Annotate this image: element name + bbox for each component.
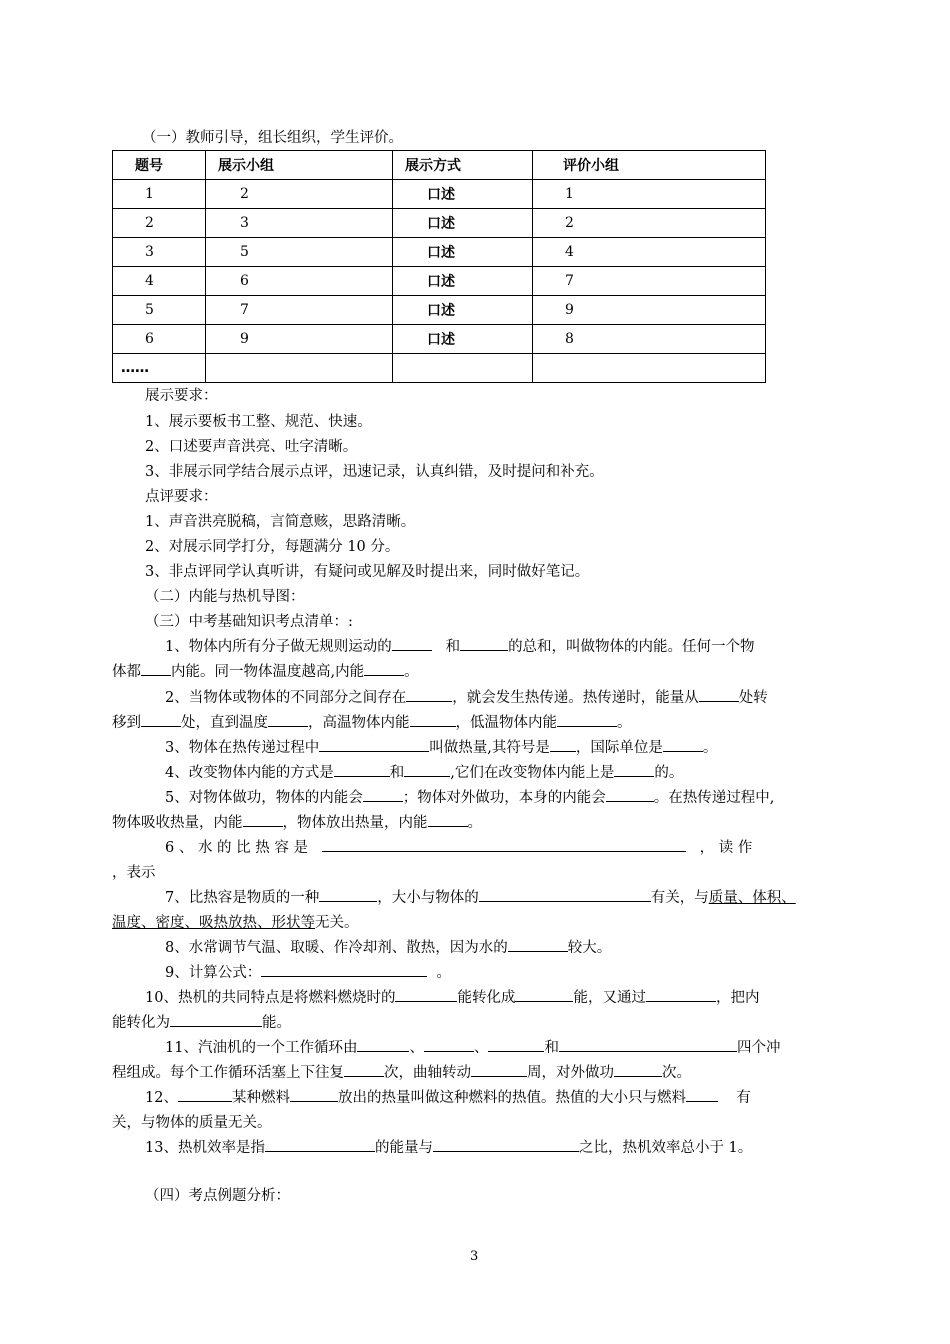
blank: [433, 1137, 579, 1153]
blank: [699, 687, 739, 703]
blank: [614, 1062, 662, 1078]
blank: [686, 1087, 718, 1103]
table-cell: 口述: [393, 180, 533, 209]
question-2-cont: 移到 处，直到温度 ，高温物体内能 ，低温物体内能 。: [112, 711, 632, 732]
question-7-cont: 温度、密度、吸热放热、形状等无关。: [112, 915, 359, 931]
question-11: 11、汽油机的一个工作循环由 、 、 和 四个冲: [165, 1036, 780, 1057]
blank: [357, 1037, 409, 1053]
blank: [646, 987, 716, 1003]
table-cell: 口述: [393, 267, 533, 296]
page-number: 3: [470, 1249, 479, 1264]
blank: [404, 762, 450, 778]
table-cell: 9: [533, 296, 766, 325]
question-4: 4、改变物体内能的方式是 和 ,它们在改变物体内能上是 的。: [165, 761, 683, 782]
table-row: [113, 209, 766, 238]
blank: [261, 962, 427, 978]
question-5-cont: 物体吸收热量，内能 ，物体放出热量，内能 。: [112, 811, 482, 832]
header-cell: 评价小组: [533, 151, 766, 180]
table-cell: 7: [533, 267, 766, 296]
question-5: 5、对物体做功，物体的内能会 ；物体对外做功，本身的内能会 。在热传递过程中,: [165, 786, 774, 807]
question-10-cont: 能转化为 能。: [112, 1011, 291, 1032]
blank: [557, 712, 617, 728]
question-12: 12、 某种燃料 放出的热量叫做这种燃料的热值。热值的大小只与燃料 有: [145, 1086, 751, 1107]
section-title-4: （四）考点例题分析：: [145, 1188, 290, 1204]
question-6-cont: ，表示: [112, 865, 156, 881]
blank: [265, 1137, 375, 1153]
question-2: 2、当物体或物体的不同部分之间存在 ，就会发生热传递。热传递时，能量从 处转: [165, 686, 768, 707]
table-cell: ……: [113, 354, 206, 383]
blank: [406, 687, 452, 703]
question-1: 1、物体内所有分子做无规则运动的 和 的总和，叫做物体的内能。任何一个物: [165, 635, 755, 656]
blank: [141, 661, 171, 677]
blank: [334, 762, 390, 778]
header-cell: 展示方式: [393, 151, 533, 180]
blank: [508, 937, 568, 953]
table-cell: 2: [206, 180, 393, 209]
table-row: [113, 267, 766, 296]
display-req-title: 展示要求：: [145, 388, 218, 404]
blank: [364, 661, 404, 677]
blank: [515, 987, 573, 1003]
table-cell: 4: [113, 267, 206, 296]
table-cell: [393, 354, 533, 383]
table-cell: 口述: [393, 209, 533, 238]
question-3: 3、物体在热传递过程中 叫做热量,其符号是 ，国际单位是 。: [165, 736, 717, 757]
table-cell: 5: [206, 238, 393, 267]
blank: [363, 787, 403, 803]
blank: [243, 812, 283, 828]
table-cell: 口述: [393, 296, 533, 325]
table-cell: 1: [113, 180, 206, 209]
section-title-3: （三）中考基础知识考点清单：:: [145, 614, 353, 630]
blank: [392, 636, 432, 652]
table-cell: 5: [113, 296, 206, 325]
table-cell: 8: [533, 325, 766, 354]
question-7: 7、比热容是物质的一种 ，大小与物体的 有关，与质量、体积、: [165, 886, 796, 907]
blank: [322, 837, 686, 853]
blank: [428, 812, 468, 828]
blank: [141, 712, 181, 728]
header-cell: 展示小组: [206, 151, 393, 180]
display-req-item: 1、展示要板书工整、规范、快速。: [145, 414, 372, 430]
blank: [460, 636, 508, 652]
table-cell: [206, 354, 393, 383]
blank: [559, 1037, 737, 1053]
table-cell: 7: [206, 296, 393, 325]
table-cell: 6: [206, 267, 393, 296]
blank: [488, 1037, 544, 1053]
table-cell: 2: [533, 209, 766, 238]
table-cell: 3: [113, 238, 206, 267]
table-cell: 口述: [393, 238, 533, 267]
section-title-2: （二）内能与热机导图：: [145, 589, 305, 605]
table-row: [113, 325, 766, 354]
header-cell: 题号: [113, 151, 206, 180]
table-row: [113, 180, 766, 209]
table-cell: 9: [206, 325, 393, 354]
question-11-cont: 程组成。每个工作循环活塞上下往复 次，曲轴转动 周，对外做功 次。: [112, 1061, 691, 1082]
question-12-cont: 关，与物体的质量无关。: [112, 1115, 272, 1131]
blank: [268, 712, 308, 728]
review-req-item: 2、对展示同学打分，每题满分 10 分。: [145, 539, 400, 555]
blank: [319, 737, 429, 753]
question-10: 10、热机的共同特点是将燃料燃烧时的 能转化成 能，又通过 ，把内: [145, 986, 759, 1007]
display-req-item: 3、非展示同学结合展示点评，迅速记录，认真纠错，及时提问和补充。: [145, 464, 604, 480]
table-cell: 口述: [393, 325, 533, 354]
blank: [395, 987, 457, 1003]
table-cell: [533, 354, 766, 383]
blank: [344, 1062, 384, 1078]
blank: [424, 1037, 474, 1053]
question-8: 8、水常调节气温、取暖、作冷却剂、散热，因为水的 较大。: [165, 936, 611, 957]
blank: [290, 1087, 338, 1103]
review-req-title: 点评要求：: [145, 489, 218, 505]
question-6: 6 、 水 的 比 热 容 是 ， 读 作: [165, 836, 752, 857]
table-cell: 1: [533, 180, 766, 209]
blank: [319, 887, 377, 903]
section-title-1: （一）教师引导，组长组织，学生评价。: [142, 130, 403, 146]
table-row: [113, 296, 766, 325]
blank: [471, 1062, 527, 1078]
blank: [479, 887, 651, 903]
display-req-item: 2、口述要声音洪亮、吐字清晰。: [145, 439, 358, 455]
table-cell: 4: [533, 238, 766, 267]
table-header-row: [113, 151, 766, 180]
blank: [614, 762, 654, 778]
blank: [606, 787, 654, 803]
question-1-cont: 体都 内能。同一物体温度越高,内能 。: [112, 660, 419, 681]
table-row: [113, 354, 766, 383]
blank: [550, 737, 576, 753]
question-9: 9、计算公式： 。: [165, 961, 451, 982]
display-table: [112, 150, 766, 383]
table-cell: 6: [113, 325, 206, 354]
table-row: [113, 238, 766, 267]
table-cell: 2: [113, 209, 206, 238]
blank: [170, 1012, 262, 1028]
question-13: 13、热机效率是指 的能量与 之比，热机效率总小于 1。: [145, 1136, 752, 1157]
review-req-item: 1、声音洪亮脱稿，言简意赅，思路清晰。: [145, 514, 416, 530]
table-cell: 3: [206, 209, 393, 238]
blank: [410, 712, 456, 728]
blank: [178, 1087, 232, 1103]
review-req-item: 3、非点评同学认真听讲，有疑问或见解及时提出来，同时做好笔记。: [145, 564, 590, 580]
blank: [663, 737, 703, 753]
